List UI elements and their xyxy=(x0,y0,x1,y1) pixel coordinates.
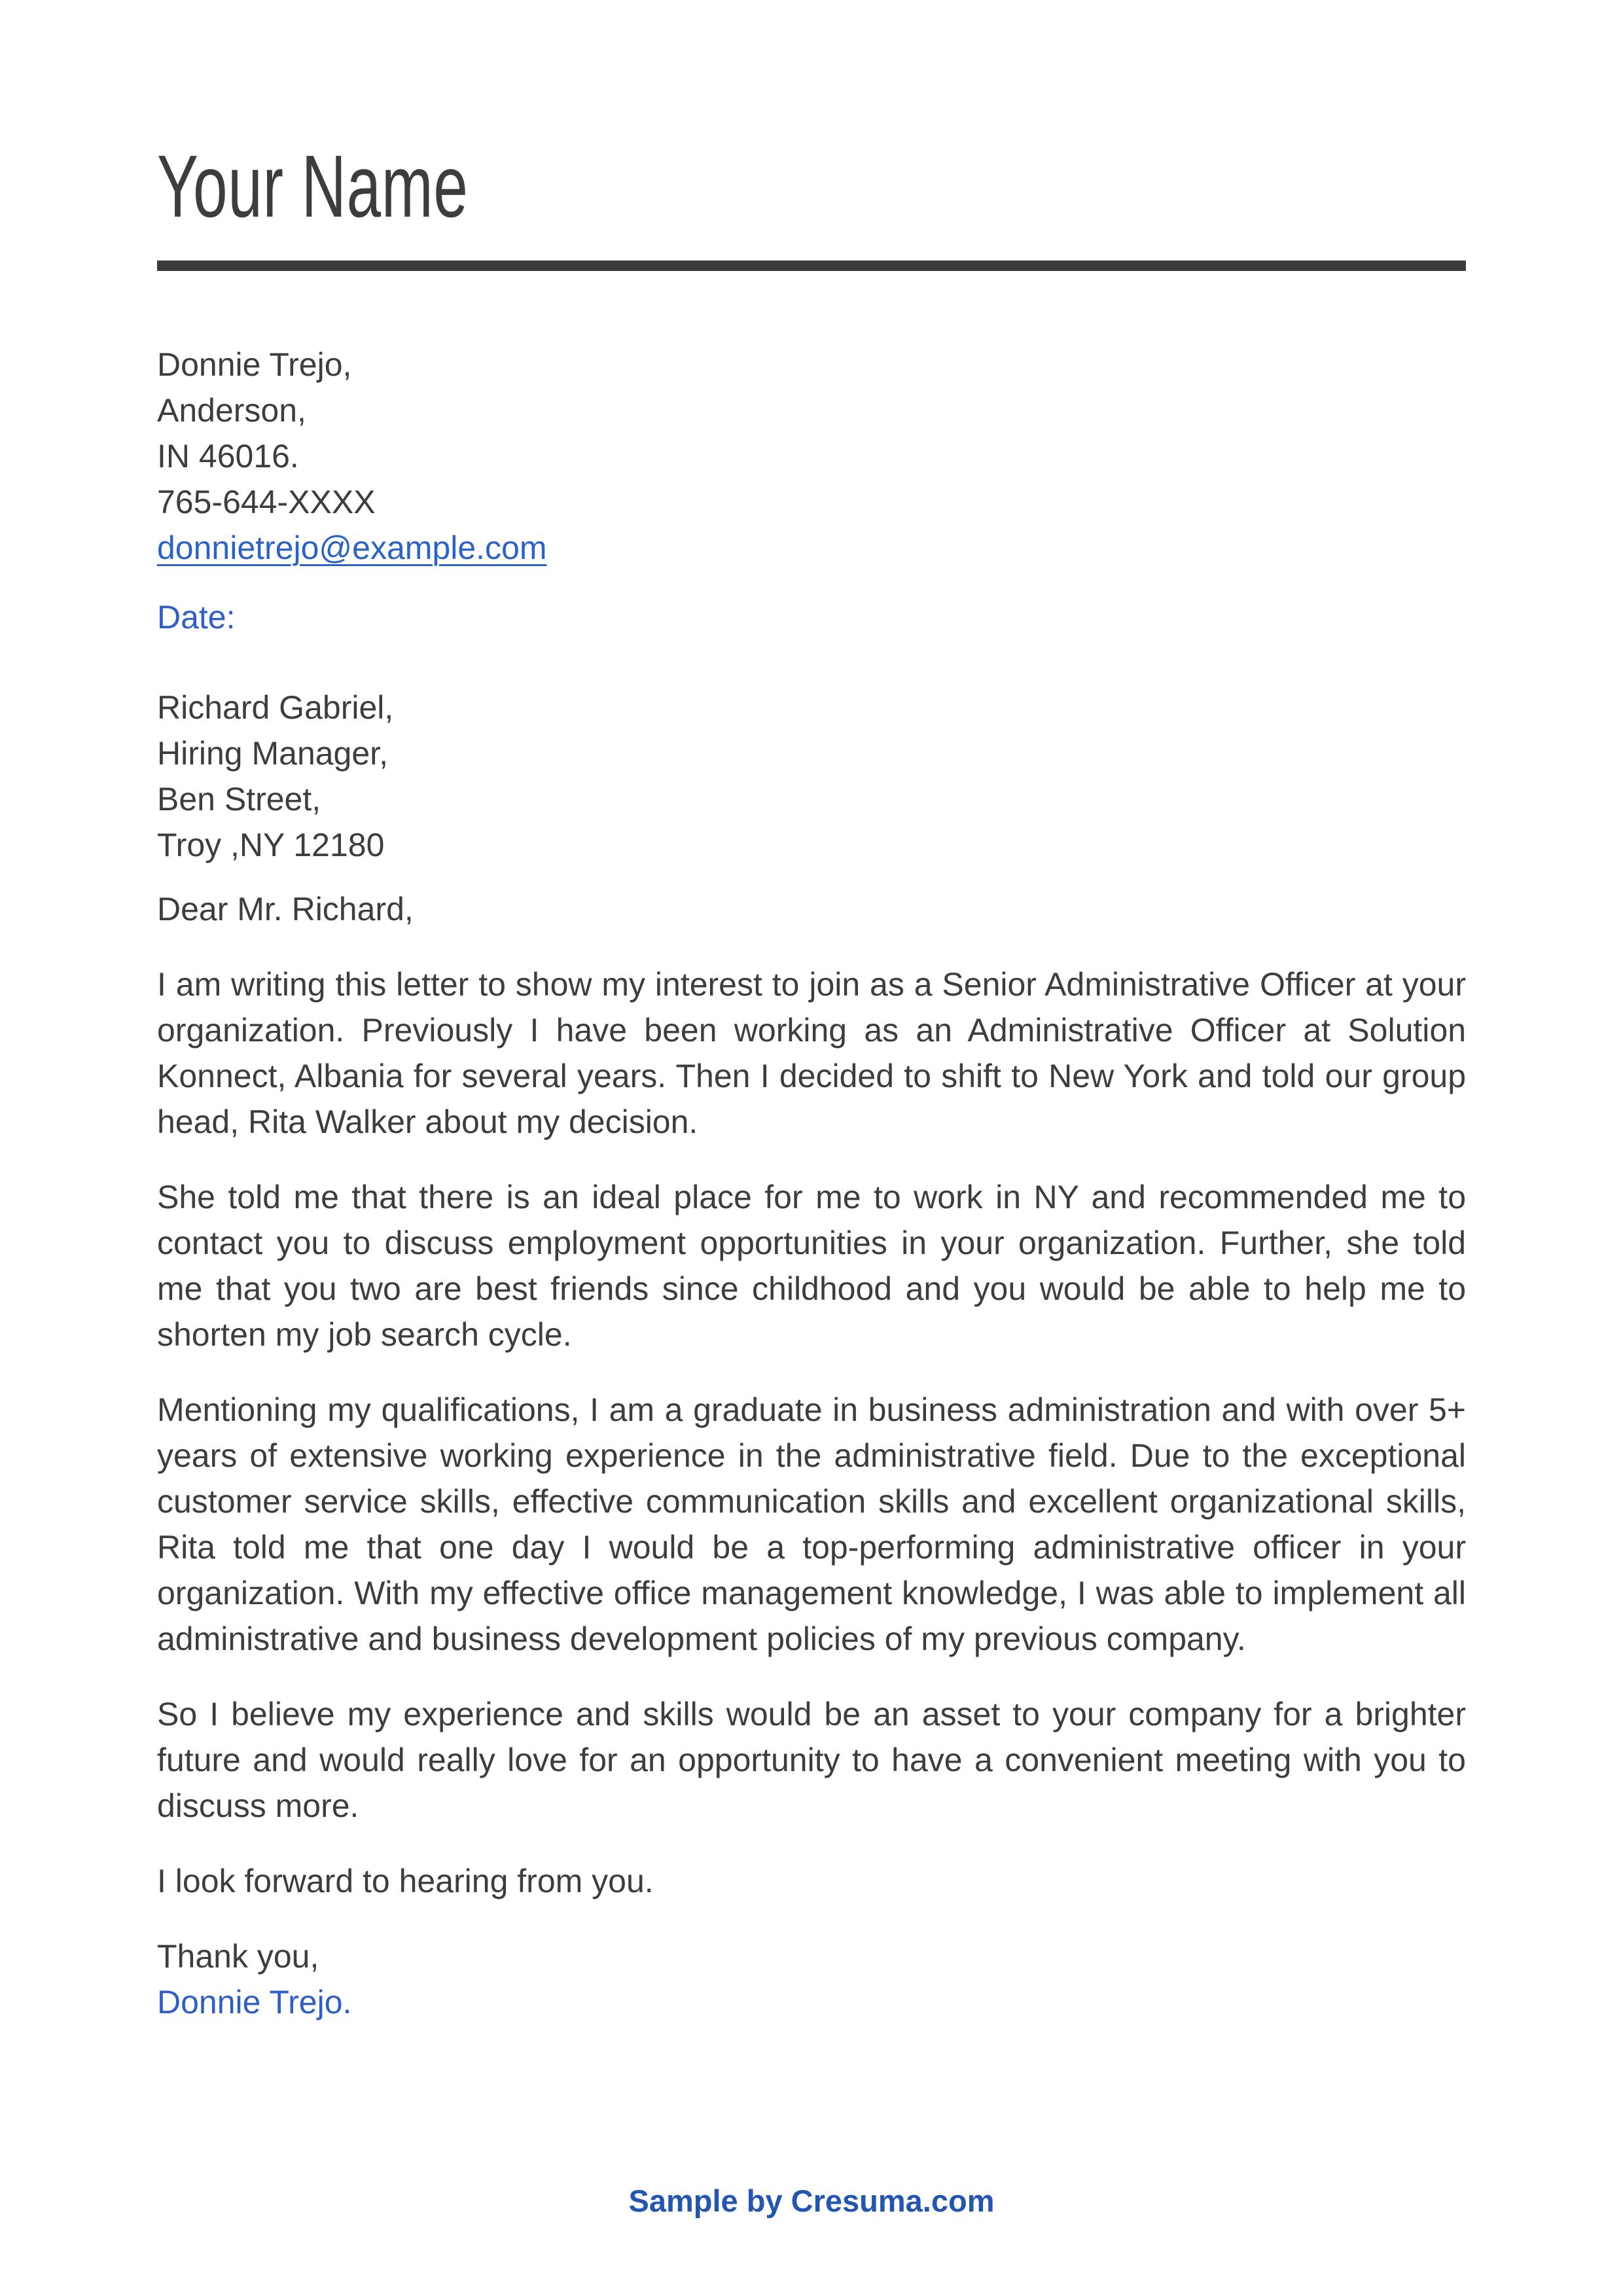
body-paragraph-3: Mentioning my qualifications, I am a graduate in business administration and with over 5+ years of extensive working experience in the administrative field. Due to the exceptional customer service skills, effective communication skills and excellent organizational skills, Rita told me that one day I would be a top-performing administrative officer in your organization. With my effective office management knowledge, I was able to implement all administrative and business development policies of my previous company. xyxy=(157,1391,1466,1657)
date-label: Date: xyxy=(157,599,236,636)
greeting-line: Dear Mr. Richard, xyxy=(157,891,414,927)
sample-footer-text: Sample by Cresuma.com xyxy=(628,2183,995,2218)
closing-block xyxy=(157,1933,1466,2025)
page-title xyxy=(157,137,1466,236)
sender-state-zip: IN 46016. xyxy=(157,438,299,475)
sender-city: Anderson, xyxy=(157,392,306,429)
recipient-address-block xyxy=(157,685,1466,868)
page-title-text: Your Name xyxy=(157,137,469,236)
recipient-city-state-zip: Troy ,NY 12180 xyxy=(157,827,385,863)
sender-phone: 765-644-XXXX xyxy=(157,484,376,520)
sender-name: Donnie Trejo, xyxy=(157,346,352,383)
body-paragraph-1: I am writing this letter to show my interest to join as a Senior Administrative Officer at your organization. Previously I have been working as an Administrative Officer at Solution Konnect, Albania for several years. Then I decided to shift to New York and told our group head, Rita Walker about my decision. xyxy=(157,966,1466,1140)
recipient-name: Richard Gabriel, xyxy=(157,689,394,726)
sender-email-link[interactable]: donnietrejo@example.com xyxy=(157,529,547,566)
signature-name: Donnie Trejo. xyxy=(157,1984,352,2020)
recipient-title: Hiring Manager, xyxy=(157,735,388,772)
body-paragraph-2: She told me that there is an ideal place for me to work in NY and recommended me to contact you to discuss employment opportunities in your organization. Further, she told me that you two are best friends since childhood and you would be able to help me to shorten my job search cycle. xyxy=(157,1179,1466,1353)
sender-address-block xyxy=(157,342,1466,571)
recipient-street: Ben Street, xyxy=(157,781,321,817)
body-paragraph-4: So I believe my experience and skills would be an asset to your company for a brighter future and would really love for an opportunity to have a convenient meeting with you to discuss more. xyxy=(157,1696,1466,1824)
header-divider xyxy=(157,260,1466,271)
closing-thank-you: Thank you, xyxy=(157,1938,319,1975)
look-forward-line: I look forward to hearing from you. xyxy=(157,1863,654,1899)
